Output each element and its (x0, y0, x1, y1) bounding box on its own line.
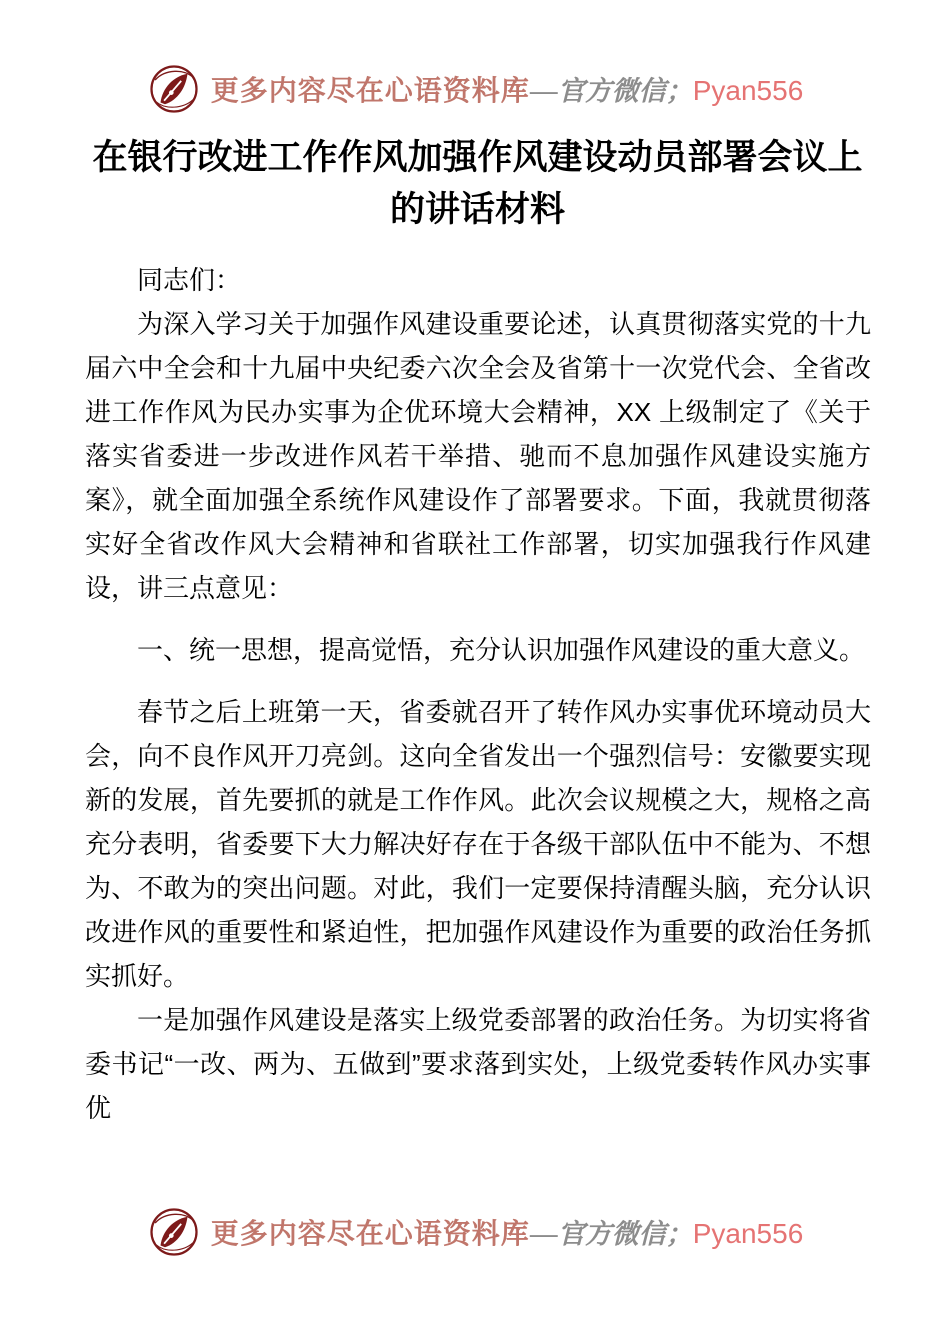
header-watermark (0, 0, 950, 116)
watermark-text (211, 69, 804, 109)
watermark-wechat-label: 官方微信； (557, 76, 693, 106)
watermark-dash: — (529, 75, 558, 106)
body-paragraph-2: 一是加强作风建设是落实上级党委部署的政治任务。为切实将省委书记“一改、两为、五做到”要求落到实处，上级党委转作风办实事优 (85, 1005, 871, 1123)
footer-watermark (0, 1205, 950, 1259)
pen-logo-icon (147, 1205, 201, 1259)
watermark-wechat-account: Pyan556 (692, 1218, 804, 1249)
pen-logo-icon (147, 62, 201, 116)
intro-paragraph: 为深入学习关于加强作风建设重要论述，认真贯彻落实党的十九届六中全会和十九届中央纪委六次全会及省第十一次党代会、全省改进工作作风为民办实事为企优环境大会精神，XX 上级制定了《关于落实省委进一步改进作风若干举措、驰而不息加强作风建设实施方案》，就全面加强全系统作风建设作了部署要求。下面，我就贯彻落实好全省改作风大会精神和省联社工作部署，切实加强我行作风建设，讲三点意见： (85, 309, 871, 603)
salutation-paragraph: 同志们： (137, 265, 242, 295)
watermark-wechat-label: 官方微信； (557, 1219, 693, 1249)
watermark-text (211, 1212, 804, 1252)
watermark-brand-text: 更多内容尽在心语资料库 (210, 76, 530, 107)
watermark-brand-text: 更多内容尽在心语资料库 (210, 1219, 530, 1250)
section-one-heading: 一、统一思想，提高觉悟，充分认识加强作风建设的重大意义。 (137, 635, 866, 665)
watermark-wechat-account: Pyan556 (692, 75, 804, 106)
document-body (85, 258, 871, 1130)
document-title: 在银行改进工作作风加强作风建设动员部署会议上的讲话材料 (92, 138, 863, 229)
body-paragraph-1: 春节之后上班第一天，省委就召开了转作风办实事优环境动员大会，向不良作风开刀亮剑。这向全省发出一个强烈信号：安徽要实现新的发展，首先要抓的就是工作作风。此次会议规模之大，规格之高充分表明，省委要下大力解决好存在于各级干部队伍中不能为、不想为、不敢为的突出问题。对此，我们一定要保持清醒头脑，充分认识改进作风的重要性和紧迫性，把加强作风建设作为重要的政治任务抓实抓好。 (85, 697, 871, 991)
watermark-dash: — (529, 1218, 558, 1249)
